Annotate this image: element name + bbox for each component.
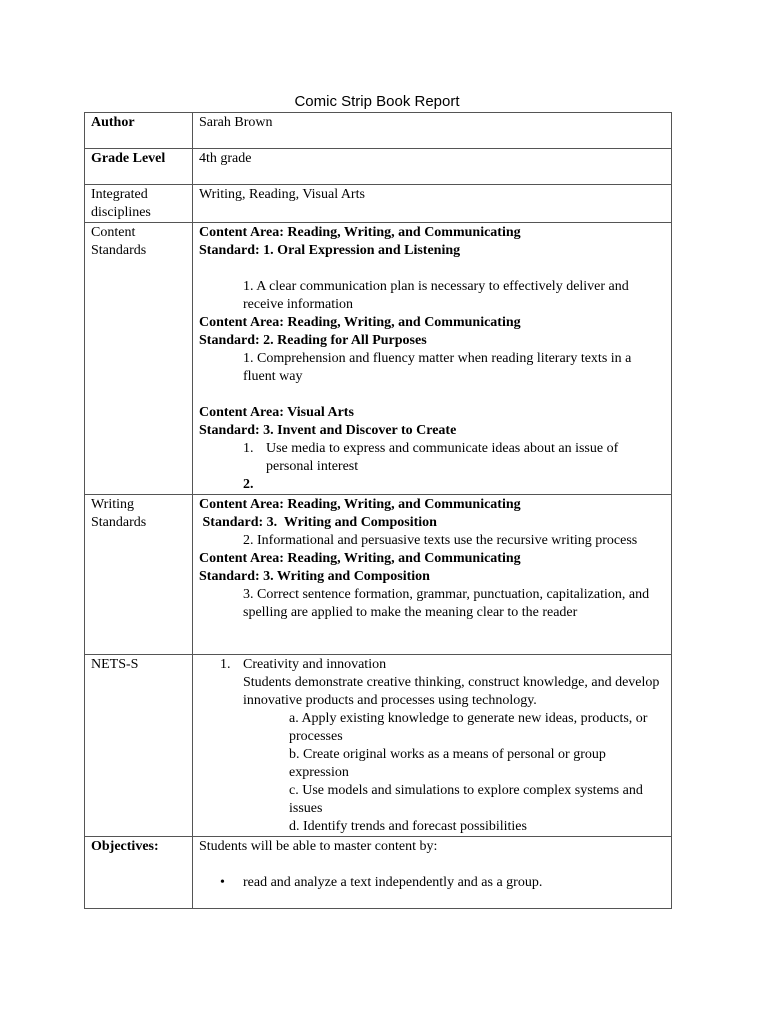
standard-heading: Standard: 3. Writing and Composition bbox=[199, 569, 430, 584]
numbered-item: 1. Creativity and innovation Students demonstrate creative thinking, construct knowledge, and develop innovative products and processes using technology. bbox=[220, 657, 660, 708]
sub-item: b. Create original works as a means of personal or group expression bbox=[289, 747, 606, 780]
table-row-objectives bbox=[85, 837, 672, 909]
table-row-integrated-disciplines bbox=[85, 185, 672, 223]
standard-heading: Standard: 3. Invent and Discover to Create bbox=[199, 423, 457, 438]
numbered-item: 1. Use media to express and communicate ideas about an issue of personal interest bbox=[243, 441, 619, 474]
bullet-icon: • bbox=[220, 875, 225, 890]
sub-item: a. Apply existing knowledge to generate new ideas, products, or processes bbox=[289, 711, 648, 744]
numbered-item-empty: 2. bbox=[243, 477, 254, 492]
content-area-heading: Content Area: Reading, Writing, and Communicating bbox=[199, 225, 521, 240]
writing-standards-label: Writing Standards bbox=[85, 495, 193, 655]
writing-standards-body bbox=[193, 495, 672, 655]
integrated-disciplines-label: Integrated disciplines bbox=[85, 185, 193, 223]
table-row-author bbox=[85, 113, 672, 149]
grade-level-value: 4th grade bbox=[193, 149, 672, 185]
standard-heading: Standard: 3. Writing and Composition bbox=[199, 515, 437, 530]
standard-item: 1. A clear communication plan is necessary to effectively deliver and receive information bbox=[243, 279, 629, 312]
content-standards-label: Content Standards bbox=[85, 223, 193, 495]
sub-item: c. Use models and simulations to explore complex systems and issues bbox=[289, 783, 643, 816]
table-row-grade-level bbox=[85, 149, 672, 185]
table-row-nets-s bbox=[85, 655, 672, 837]
report-table bbox=[84, 112, 672, 909]
content-area-heading: Content Area: Reading, Writing, and Communicating bbox=[199, 551, 521, 566]
author-value: Sarah Brown bbox=[193, 113, 672, 149]
standard-heading: Standard: 2. Reading for All Purposes bbox=[199, 333, 427, 348]
table-row-content-standards bbox=[85, 223, 672, 495]
objectives-intro: Students will be able to master content by: bbox=[199, 839, 438, 854]
integrated-disciplines-value: Writing, Reading, Visual Arts bbox=[193, 185, 672, 223]
grade-level-label: Grade Level bbox=[85, 149, 193, 185]
standard-heading: Standard: 1. Oral Expression and Listening bbox=[199, 243, 461, 258]
author-label: Author bbox=[85, 113, 193, 149]
content-area-heading: Content Area: Visual Arts bbox=[199, 405, 354, 420]
content-standards-body bbox=[193, 223, 672, 495]
list-item: • read and analyze a text independently and as a group. bbox=[220, 875, 543, 890]
standard-item: 3. Correct sentence formation, grammar, punctuation, capitalization, and spelling are applied to make the meaning clear to the reader bbox=[243, 587, 650, 620]
objectives-label: Objectives: bbox=[85, 837, 193, 909]
sub-item: d. Identify trends and forecast possibilities bbox=[289, 819, 527, 834]
page-title: Comic Strip Book Report bbox=[294, 93, 460, 110]
objectives-body bbox=[193, 837, 672, 909]
nets-s-body bbox=[193, 655, 672, 837]
table-row-writing-standards bbox=[85, 495, 672, 655]
content-area-heading: Content Area: Reading, Writing, and Communicating bbox=[199, 497, 521, 512]
content-area-heading: Content Area: Reading, Writing, and Communicating bbox=[199, 315, 521, 330]
standard-item: 1. Comprehension and fluency matter when reading literary texts in a fluent way bbox=[243, 351, 632, 384]
nets-s-label: NETS-S bbox=[85, 655, 193, 837]
standard-item: 2. Informational and persuasive texts use the recursive writing process bbox=[243, 533, 638, 548]
